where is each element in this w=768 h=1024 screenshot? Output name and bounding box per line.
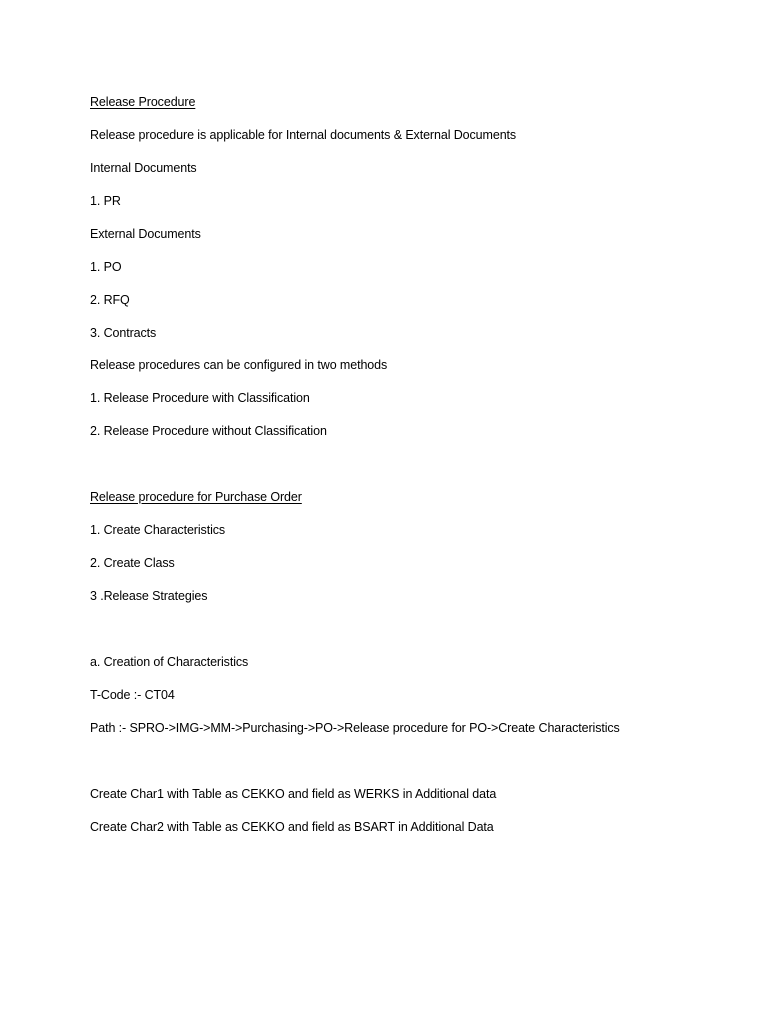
- internal-item-pr: 1. PR: [90, 194, 121, 208]
- external-documents-heading: External Documents: [90, 227, 201, 241]
- characteristics-creation-heading: a. Creation of Characteristics: [90, 655, 249, 669]
- external-item-contracts: 3. Contracts: [90, 326, 157, 340]
- method-with-classification: 1. Release Procedure with Classification: [90, 391, 310, 405]
- po-step-class: 2. Create Class: [90, 556, 175, 570]
- char1-instruction: Create Char1 with Table as CEKKO and field as WERKS in Additional data: [90, 787, 497, 801]
- purchase-order-heading: Release procedure for Purchase Order: [90, 490, 302, 504]
- external-item-rfq: 2. RFQ: [90, 293, 130, 307]
- tcode-text: T-Code :- CT04: [90, 688, 175, 702]
- po-step-release-strategies: 3 .Release Strategies: [90, 589, 208, 603]
- external-item-po: 1. PO: [90, 260, 122, 274]
- internal-documents-heading: Internal Documents: [90, 161, 197, 175]
- menu-path-text: Path :- SPRO->IMG->MM->Purchasing->PO->Release procedure for PO->Create Characteristics: [90, 721, 620, 735]
- po-step-characteristics: 1. Create Characteristics: [90, 523, 226, 537]
- method-without-classification: 2. Release Procedure without Classification: [90, 424, 327, 438]
- char2-instruction: Create Char2 with Table as CEKKO and field as BSART in Additional Data: [90, 820, 494, 834]
- methods-intro-text: Release procedures can be configured in two methods: [90, 358, 388, 372]
- document-heading: Release Procedure: [90, 95, 196, 109]
- intro-text: Release procedure is applicable for Internal documents & External Documents: [90, 128, 517, 142]
